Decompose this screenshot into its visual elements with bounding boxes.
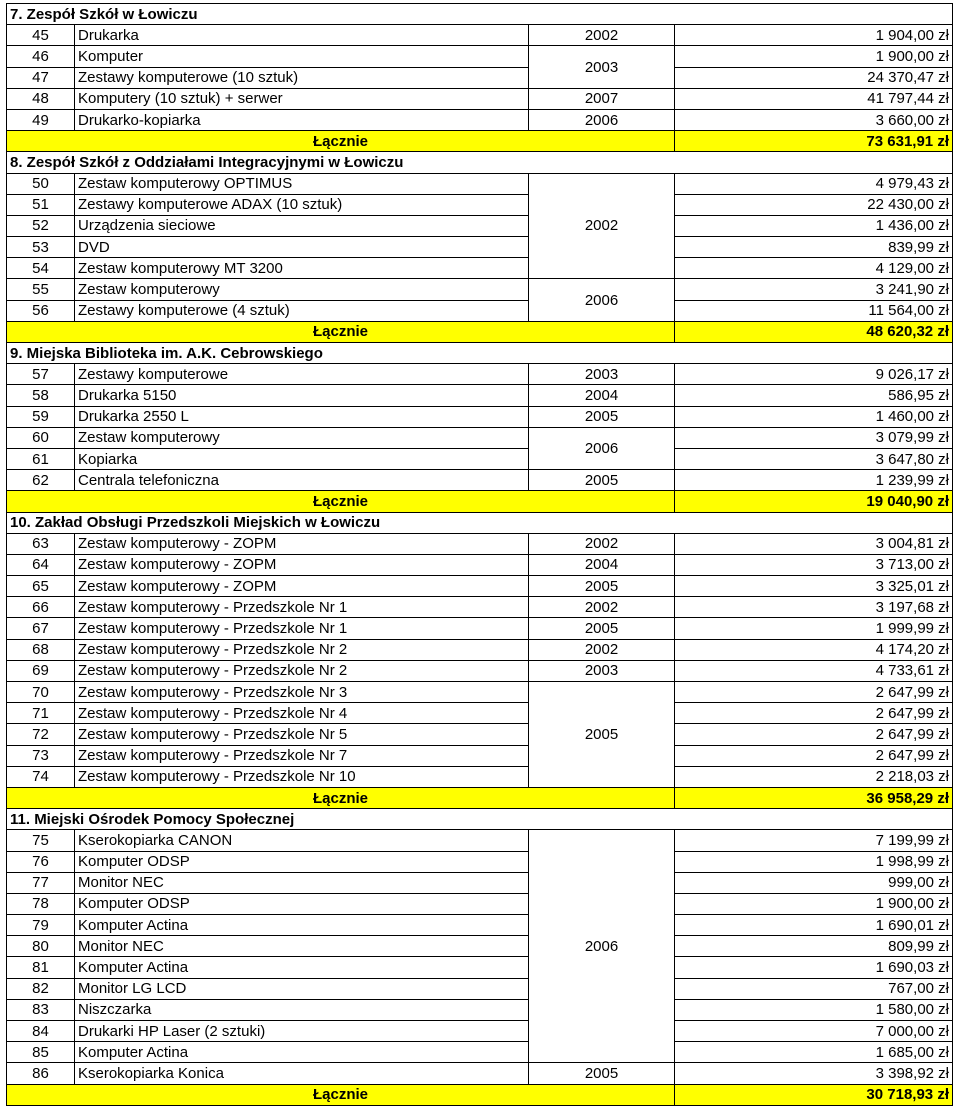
row-number: 64 — [7, 554, 75, 575]
item-name: Zestaw komputerowy - Przedszkole Nr 3 — [75, 682, 529, 703]
table-row — [7, 533, 953, 554]
table-row — [7, 88, 953, 109]
table-row — [7, 978, 953, 999]
item-name: Komputer — [75, 46, 529, 67]
acquisition-year: 2003 — [529, 660, 675, 681]
item-name: Zestaw komputerowy OPTIMUS — [75, 173, 529, 194]
item-value: 1 904,00 zł — [675, 25, 953, 46]
item-name: Drukarka 5150 — [75, 385, 529, 406]
item-name: Komputer ODSP — [75, 893, 529, 914]
table-row — [7, 173, 953, 194]
row-number: 66 — [7, 597, 75, 618]
row-number: 63 — [7, 533, 75, 554]
item-value: 7 199,99 zł — [675, 830, 953, 851]
item-value: 9 026,17 zł — [675, 364, 953, 385]
table-row — [7, 957, 953, 978]
table-row — [7, 851, 953, 872]
item-value: 3 241,90 zł — [675, 279, 953, 300]
acquisition-year: 2003 — [529, 364, 675, 385]
section-title: 10. Zakład Obsługi Przedszkoli Miejskich w Łowiczu — [7, 512, 953, 533]
table-row — [7, 618, 953, 639]
total-value: 19 040,90 zł — [675, 491, 953, 512]
item-value: 7 000,00 zł — [675, 1021, 953, 1042]
item-name: Kserokopiarka CANON — [75, 830, 529, 851]
row-number: 73 — [7, 745, 75, 766]
item-name: Monitor LG LCD — [75, 978, 529, 999]
item-value: 809,99 zł — [675, 936, 953, 957]
table-row — [7, 385, 953, 406]
item-name: Zestaw komputerowy - Przedszkole Nr 1 — [75, 618, 529, 639]
acquisition-year: 2006 — [529, 279, 675, 321]
table-row — [7, 872, 953, 893]
item-value: 1 580,00 zł — [675, 999, 953, 1020]
section-header — [7, 343, 953, 364]
row-number: 60 — [7, 427, 75, 448]
acquisition-year: 2005 — [529, 682, 675, 788]
item-value: 1 900,00 zł — [675, 46, 953, 67]
item-name: Komputer Actina — [75, 957, 529, 978]
table-row — [7, 300, 953, 321]
acquisition-year: 2005 — [529, 618, 675, 639]
row-number: 45 — [7, 25, 75, 46]
item-name: Monitor NEC — [75, 936, 529, 957]
item-name: Zestaw komputerowy - ZOPM — [75, 576, 529, 597]
table-row — [7, 766, 953, 787]
item-value: 3 660,00 zł — [675, 109, 953, 130]
section-total-row — [7, 321, 953, 342]
section-title: 8. Zespół Szkół z Oddziałami Integracyjnymi w Łowiczu — [7, 152, 953, 173]
item-name: Zestaw komputerowy - Przedszkole Nr 5 — [75, 724, 529, 745]
table-row — [7, 237, 953, 258]
item-value: 3 197,68 zł — [675, 597, 953, 618]
row-number: 82 — [7, 978, 75, 999]
item-value: 2 647,99 zł — [675, 745, 953, 766]
item-value: 3 325,01 zł — [675, 576, 953, 597]
table-row — [7, 1021, 953, 1042]
table-row — [7, 893, 953, 914]
item-name: Drukarko-kopiarka — [75, 109, 529, 130]
acquisition-year: 2005 — [529, 576, 675, 597]
item-value: 3 079,99 zł — [675, 427, 953, 448]
item-value: 999,00 zł — [675, 872, 953, 893]
acquisition-year: 2005 — [529, 470, 675, 491]
table-row — [7, 576, 953, 597]
section-total-row — [7, 1084, 953, 1105]
item-value: 4 129,00 zł — [675, 258, 953, 279]
item-value: 3 647,80 zł — [675, 448, 953, 469]
item-name: Drukarka — [75, 25, 529, 46]
item-name: Zestawy komputerowe (4 sztuk) — [75, 300, 529, 321]
section-title: 11. Miejski Ośrodek Pomocy Społecznej — [7, 809, 953, 830]
row-number: 54 — [7, 258, 75, 279]
item-name: Zestaw komputerowy - Przedszkole Nr 2 — [75, 660, 529, 681]
total-value: 73 631,91 zł — [675, 131, 953, 152]
total-value: 48 620,32 zł — [675, 321, 953, 342]
table-row — [7, 279, 953, 300]
item-value: 1 436,00 zł — [675, 215, 953, 236]
total-value: 30 718,93 zł — [675, 1084, 953, 1105]
total-label: Łącznie — [7, 1084, 675, 1105]
total-label: Łącznie — [7, 491, 675, 512]
inventory-table — [6, 3, 953, 1106]
item-name: Urządzenia sieciowe — [75, 215, 529, 236]
table-row — [7, 936, 953, 957]
item-value: 1 690,01 zł — [675, 915, 953, 936]
item-name: Drukarka 2550 L — [75, 406, 529, 427]
item-value: 2 218,03 zł — [675, 766, 953, 787]
row-number: 61 — [7, 448, 75, 469]
item-name: Zestawy komputerowe — [75, 364, 529, 385]
acquisition-year: 2006 — [529, 109, 675, 130]
row-number: 49 — [7, 109, 75, 130]
item-name: Zestaw komputerowy - ZOPM — [75, 533, 529, 554]
table-row — [7, 258, 953, 279]
total-label: Łącznie — [7, 787, 675, 808]
item-value: 586,95 zł — [675, 385, 953, 406]
total-label: Łącznie — [7, 321, 675, 342]
acquisition-year: 2006 — [529, 427, 675, 469]
table-row — [7, 194, 953, 215]
row-number: 65 — [7, 576, 75, 597]
table-row — [7, 25, 953, 46]
acquisition-year: 2003 — [529, 46, 675, 88]
table-row — [7, 427, 953, 448]
row-number: 77 — [7, 872, 75, 893]
item-name: Zestaw komputerowy - Przedszkole Nr 7 — [75, 745, 529, 766]
item-value: 1 239,99 zł — [675, 470, 953, 491]
item-value: 4 733,61 zł — [675, 660, 953, 681]
row-number: 85 — [7, 1042, 75, 1063]
row-number: 72 — [7, 724, 75, 745]
table-row — [7, 597, 953, 618]
row-number: 56 — [7, 300, 75, 321]
acquisition-year: 2002 — [529, 533, 675, 554]
row-number: 62 — [7, 470, 75, 491]
item-value: 1 999,99 zł — [675, 618, 953, 639]
table-row — [7, 46, 953, 67]
section-header — [7, 152, 953, 173]
row-number: 86 — [7, 1063, 75, 1084]
section-header — [7, 512, 953, 533]
item-name: Komputer Actina — [75, 1042, 529, 1063]
row-number: 78 — [7, 893, 75, 914]
row-number: 50 — [7, 173, 75, 194]
item-value: 1 998,99 zł — [675, 851, 953, 872]
item-name: Drukarki HP Laser (2 sztuki) — [75, 1021, 529, 1042]
table-row — [7, 364, 953, 385]
item-name: Komputer Actina — [75, 915, 529, 936]
item-value: 3 398,92 zł — [675, 1063, 953, 1084]
item-name: Zestaw komputerowy - Przedszkole Nr 4 — [75, 703, 529, 724]
acquisition-year: 2005 — [529, 1063, 675, 1084]
item-value: 22 430,00 zł — [675, 194, 953, 215]
item-value: 2 647,99 zł — [675, 682, 953, 703]
row-number: 46 — [7, 46, 75, 67]
item-name: DVD — [75, 237, 529, 258]
item-name: Zestawy komputerowe (10 sztuk) — [75, 67, 529, 88]
section-total-row — [7, 491, 953, 512]
acquisition-year: 2007 — [529, 88, 675, 109]
item-name: Komputery (10 sztuk) + serwer — [75, 88, 529, 109]
section-header — [7, 809, 953, 830]
item-value: 1 900,00 zł — [675, 893, 953, 914]
section-total-row — [7, 131, 953, 152]
item-value: 767,00 zł — [675, 978, 953, 999]
row-number: 67 — [7, 618, 75, 639]
row-number: 83 — [7, 999, 75, 1020]
row-number: 48 — [7, 88, 75, 109]
section-total-row — [7, 787, 953, 808]
section-header — [7, 4, 953, 25]
item-value: 24 370,47 zł — [675, 67, 953, 88]
table-row — [7, 109, 953, 130]
table-row — [7, 470, 953, 491]
item-name: Zestaw komputerowy - Przedszkole Nr 2 — [75, 639, 529, 660]
row-number: 74 — [7, 766, 75, 787]
item-name: Zestaw komputerowy MT 3200 — [75, 258, 529, 279]
table-row — [7, 745, 953, 766]
row-number: 71 — [7, 703, 75, 724]
item-value: 1 690,03 zł — [675, 957, 953, 978]
row-number: 59 — [7, 406, 75, 427]
item-name: Monitor NEC — [75, 872, 529, 893]
item-name: Zestaw komputerowy — [75, 427, 529, 448]
row-number: 55 — [7, 279, 75, 300]
item-name: Zestaw komputerowy - Przedszkole Nr 1 — [75, 597, 529, 618]
item-name: Zestaw komputerowy — [75, 279, 529, 300]
section-title: 7. Zespół Szkół w Łowiczu — [7, 4, 953, 25]
item-value: 2 647,99 zł — [675, 703, 953, 724]
item-value: 2 647,99 zł — [675, 724, 953, 745]
row-number: 52 — [7, 215, 75, 236]
acquisition-year: 2004 — [529, 385, 675, 406]
row-number: 84 — [7, 1021, 75, 1042]
table-row — [7, 830, 953, 851]
table-row — [7, 448, 953, 469]
section-title: 9. Miejska Biblioteka im. A.K. Cebrowskiego — [7, 343, 953, 364]
item-value: 3 713,00 zł — [675, 554, 953, 575]
acquisition-year: 2002 — [529, 639, 675, 660]
table-row — [7, 703, 953, 724]
item-value: 4 979,43 zł — [675, 173, 953, 194]
table-row — [7, 639, 953, 660]
table-row — [7, 554, 953, 575]
acquisition-year: 2004 — [529, 554, 675, 575]
table-row — [7, 660, 953, 681]
row-number: 58 — [7, 385, 75, 406]
acquisition-year: 2005 — [529, 406, 675, 427]
item-name: Zestawy komputerowe ADAX (10 sztuk) — [75, 194, 529, 215]
row-number: 51 — [7, 194, 75, 215]
row-number: 70 — [7, 682, 75, 703]
row-number: 53 — [7, 237, 75, 258]
table-row — [7, 67, 953, 88]
table-row — [7, 682, 953, 703]
row-number: 76 — [7, 851, 75, 872]
item-name: Centrala telefoniczna — [75, 470, 529, 491]
row-number: 68 — [7, 639, 75, 660]
table-row — [7, 1063, 953, 1084]
inventory-table-body — [7, 4, 953, 1106]
acquisition-year: 2002 — [529, 597, 675, 618]
item-value: 4 174,20 zł — [675, 639, 953, 660]
acquisition-year: 2002 — [529, 25, 675, 46]
item-value: 11 564,00 zł — [675, 300, 953, 321]
total-value: 36 958,29 zł — [675, 787, 953, 808]
table-row — [7, 1042, 953, 1063]
item-name: Kopiarka — [75, 448, 529, 469]
acquisition-year: 2006 — [529, 830, 675, 1063]
table-row — [7, 999, 953, 1020]
row-number: 80 — [7, 936, 75, 957]
row-number: 47 — [7, 67, 75, 88]
total-label: Łącznie — [7, 131, 675, 152]
item-value: 41 797,44 zł — [675, 88, 953, 109]
table-row — [7, 915, 953, 936]
row-number: 57 — [7, 364, 75, 385]
item-value: 1 685,00 zł — [675, 1042, 953, 1063]
row-number: 81 — [7, 957, 75, 978]
acquisition-year: 2002 — [529, 173, 675, 279]
table-row — [7, 215, 953, 236]
item-name: Kserokopiarka Konica — [75, 1063, 529, 1084]
item-name: Niszczarka — [75, 999, 529, 1020]
item-name: Zestaw komputerowy - ZOPM — [75, 554, 529, 575]
table-row — [7, 406, 953, 427]
item-value: 1 460,00 zł — [675, 406, 953, 427]
item-name: Komputer ODSP — [75, 851, 529, 872]
row-number: 75 — [7, 830, 75, 851]
table-row — [7, 724, 953, 745]
item-value: 839,99 zł — [675, 237, 953, 258]
row-number: 69 — [7, 660, 75, 681]
item-name: Zestaw komputerowy - Przedszkole Nr 10 — [75, 766, 529, 787]
row-number: 79 — [7, 915, 75, 936]
item-value: 3 004,81 zł — [675, 533, 953, 554]
